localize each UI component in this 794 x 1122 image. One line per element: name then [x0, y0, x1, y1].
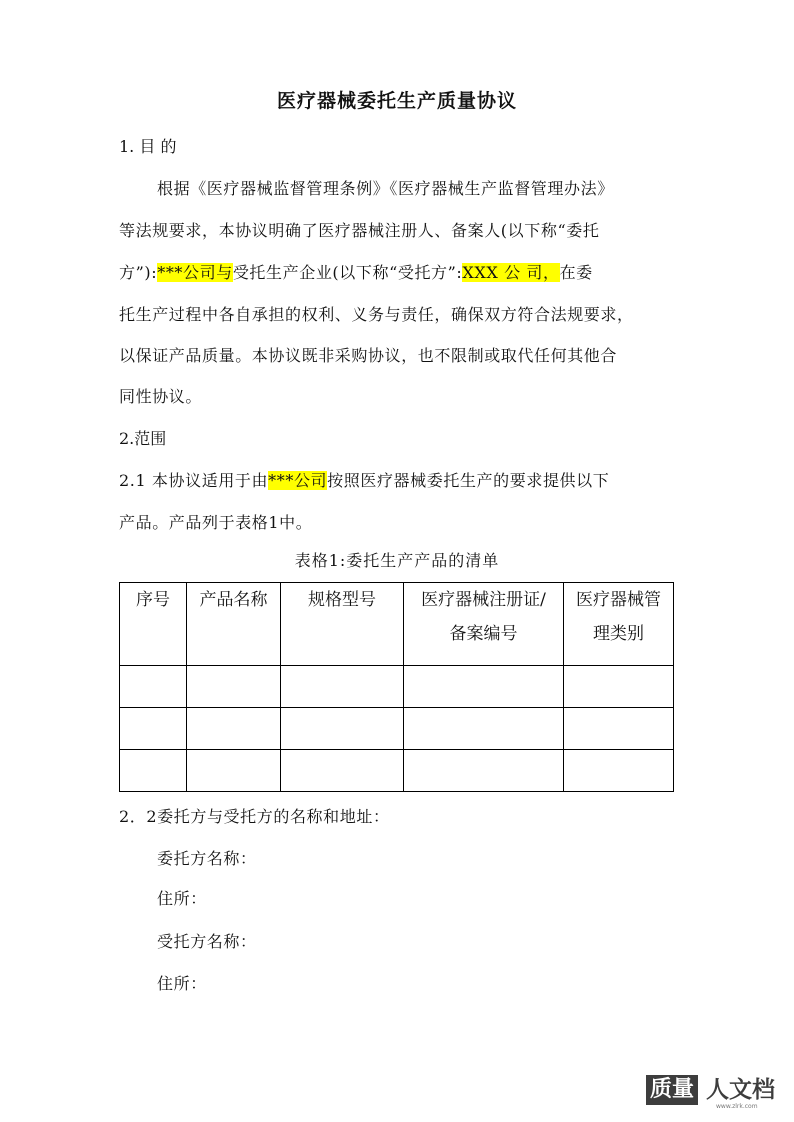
header-serial-no: 序号	[120, 583, 187, 666]
section-1-line-3	[119, 260, 593, 283]
header-category-line-1: 医疗器械管	[576, 590, 661, 610]
table-cell[interactable]	[281, 666, 404, 708]
entrusting-party-address-field: 住所：	[157, 889, 207, 908]
table-cell[interactable]	[564, 750, 674, 792]
line-3-prefix: 方”):	[119, 263, 158, 282]
table-cell[interactable]	[187, 708, 281, 750]
watermark-rest-text: 人文档	[706, 1077, 775, 1103]
entrusted-party-address-field: 住所：	[157, 974, 207, 993]
header-registration-no	[404, 583, 564, 666]
line-3-middle: 受托生产企业(以下称“受托方”:	[232, 263, 463, 282]
header-category-line-2: 理类别	[593, 624, 644, 644]
watermark-logo	[646, 1075, 786, 1109]
clause-2-2: 2．2委托方与受托方的名称和地址：	[119, 807, 390, 826]
header-spec-model: 规格型号	[281, 583, 404, 666]
section-1-line-4: 托生产过程中各自承担的权利、义务与责任，确保双方符合法规要求，	[119, 305, 634, 324]
entrusting-party-name-field: 委托方名称：	[157, 849, 257, 868]
entrusted-party-highlight: XXX 公 司，	[462, 263, 560, 282]
section-2-1-line-2: 产品。产品列于表格1中。	[119, 513, 313, 532]
header-management-category	[564, 583, 674, 666]
table-cell[interactable]	[120, 708, 187, 750]
section-1-line-1: 根据《医疗器械监督管理条例》《医疗器械生产监督管理办法》	[157, 179, 614, 198]
table-header-row	[120, 583, 674, 666]
section-1-line-5: 以保证产品质量。本协议既非采购协议，也不限制或取代任何其他合	[119, 346, 618, 365]
product-list-table	[119, 582, 674, 792]
header-registration-line-2: 备案编号	[449, 624, 518, 644]
watermark-box-text: 质量	[646, 1075, 698, 1105]
table-cell[interactable]	[187, 750, 281, 792]
section-1-line-6: 同性协议。	[119, 387, 203, 406]
table-cell[interactable]	[120, 666, 187, 708]
section-1-line-2: 等法规要求，本协议明确了医疗器械注册人、备案人(以下称“委托	[119, 221, 600, 240]
table-cell[interactable]	[281, 750, 404, 792]
table-cell[interactable]	[404, 750, 564, 792]
section-1-heading: 1. 目 的	[119, 137, 177, 156]
table-cell[interactable]	[404, 708, 564, 750]
document-title: 医疗器械委托生产质量协议	[276, 90, 517, 112]
table-row	[120, 666, 674, 708]
table-row	[120, 750, 674, 792]
table-cell[interactable]	[564, 666, 674, 708]
clause-2-1-prefix: 2.1 本协议适用于由	[119, 471, 269, 490]
table-caption: 表格1:委托生产产品的清单	[294, 551, 500, 570]
entrusted-party-name-field: 受托方名称：	[157, 932, 257, 951]
table-cell[interactable]	[187, 666, 281, 708]
table-cell[interactable]	[564, 708, 674, 750]
table-row	[120, 708, 674, 750]
watermark-url: www.zlrk.com	[716, 1103, 758, 1110]
table-cell[interactable]	[120, 750, 187, 792]
company-highlight: ***公司	[268, 471, 328, 490]
header-registration-line-1: 医疗器械注册证/	[421, 590, 546, 610]
line-3-suffix: 在委	[559, 263, 593, 282]
clause-2-1-suffix: 按照医疗器械委托生产的要求提供以下	[327, 471, 610, 490]
section-2-heading: 2.范围	[119, 429, 167, 448]
table-cell[interactable]	[281, 708, 404, 750]
section-2-1-line-1	[119, 468, 609, 491]
header-product-name: 产品名称	[187, 583, 281, 666]
entrusting-party-highlight: ***公司与	[157, 263, 233, 282]
table-cell[interactable]	[404, 666, 564, 708]
